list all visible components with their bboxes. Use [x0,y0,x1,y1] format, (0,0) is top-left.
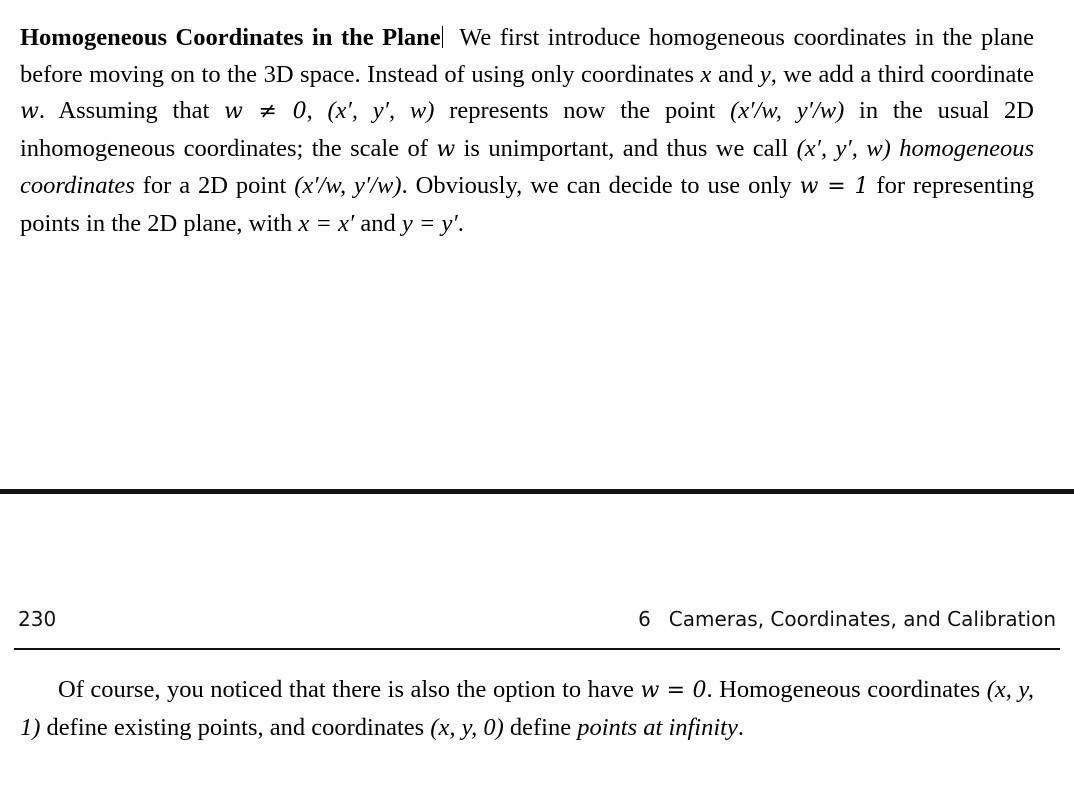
bottom-text-4: define [503,713,578,741]
math-var-w-2: w [436,136,456,162]
math-triple-zero: (x, y, 0) [430,713,504,741]
top-text-7: in the usual 2D inhomogeneous coordinates; the scale of [20,97,1034,162]
top-paragraph [20,20,1034,242]
running-head [18,604,1056,634]
math-eq-y: y = y′ [401,209,458,237]
top-text-1: We first introduce homogeneous coordinates in the plane before moving on to the 3D space. Instead of using only coordinates [20,24,1035,88]
math-triple-primed: (x′, y′, w) [327,97,435,124]
bottom-text-2: . Homogeneous coordinates [706,676,987,703]
page-separator-thick-rule [0,489,1074,494]
bottom-text-1: Of course, you noticed that there is also the option to have [58,676,641,703]
top-text-6: represents now the point [434,97,731,124]
running-head-chapter [638,607,1056,631]
page-number: 230 [18,607,57,631]
top-text-10: . Obviously, we can decide to use only [401,172,800,199]
math-triple-primed-2: (x′, y′, w) [796,134,891,162]
paragraph-heading: Homogeneous Coordinates in the Plane [20,24,441,51]
math-point-ratio-2: (x′/w, y′/w) [294,172,402,199]
chapter-title: Cameras, Coordinates, and Calibration [668,607,1056,631]
math-var-y: y [759,60,771,88]
emphasis-points-at-infinity: points at infinity [577,713,738,741]
math-eq-x: x = x′ [298,209,355,237]
top-text-4: . Assuming that [38,97,225,124]
bottom-text-5: . [737,713,744,741]
running-head-rule [14,648,1060,650]
top-text-5: , [306,97,328,124]
math-cond-w-nonzero: w ≠ 0 [224,99,307,124]
chapter-number: 6 [638,607,651,631]
top-text-8: is unimportant, and thus we call [455,134,797,162]
emphasis-homogeneous-coordinates: homogeneous coordinates [20,134,1035,199]
top-text-9: for a 2D point [134,172,295,199]
math-var-x: x [700,60,712,88]
top-text-12: and [354,209,402,237]
math-var-w: w [20,99,39,124]
bottom-text-3: define existing points, and coordinates [40,713,431,741]
top-text-2: and [711,60,760,88]
math-eq-w-equals-1: w = 1 [799,174,869,199]
math-point-ratio: (x′/w, y′/w) [730,97,845,124]
text-cursor [442,26,443,48]
math-triple-one: (x, y, 1) [20,676,1035,741]
math-eq-w-equals-0: w = 0 [640,678,707,703]
top-text-11: for representing points in the 2D plane, with [20,172,1035,237]
top-text-3: , we add a third coordinate [770,60,1035,88]
top-text-13: . [457,209,464,237]
bottom-paragraph [20,672,1034,746]
